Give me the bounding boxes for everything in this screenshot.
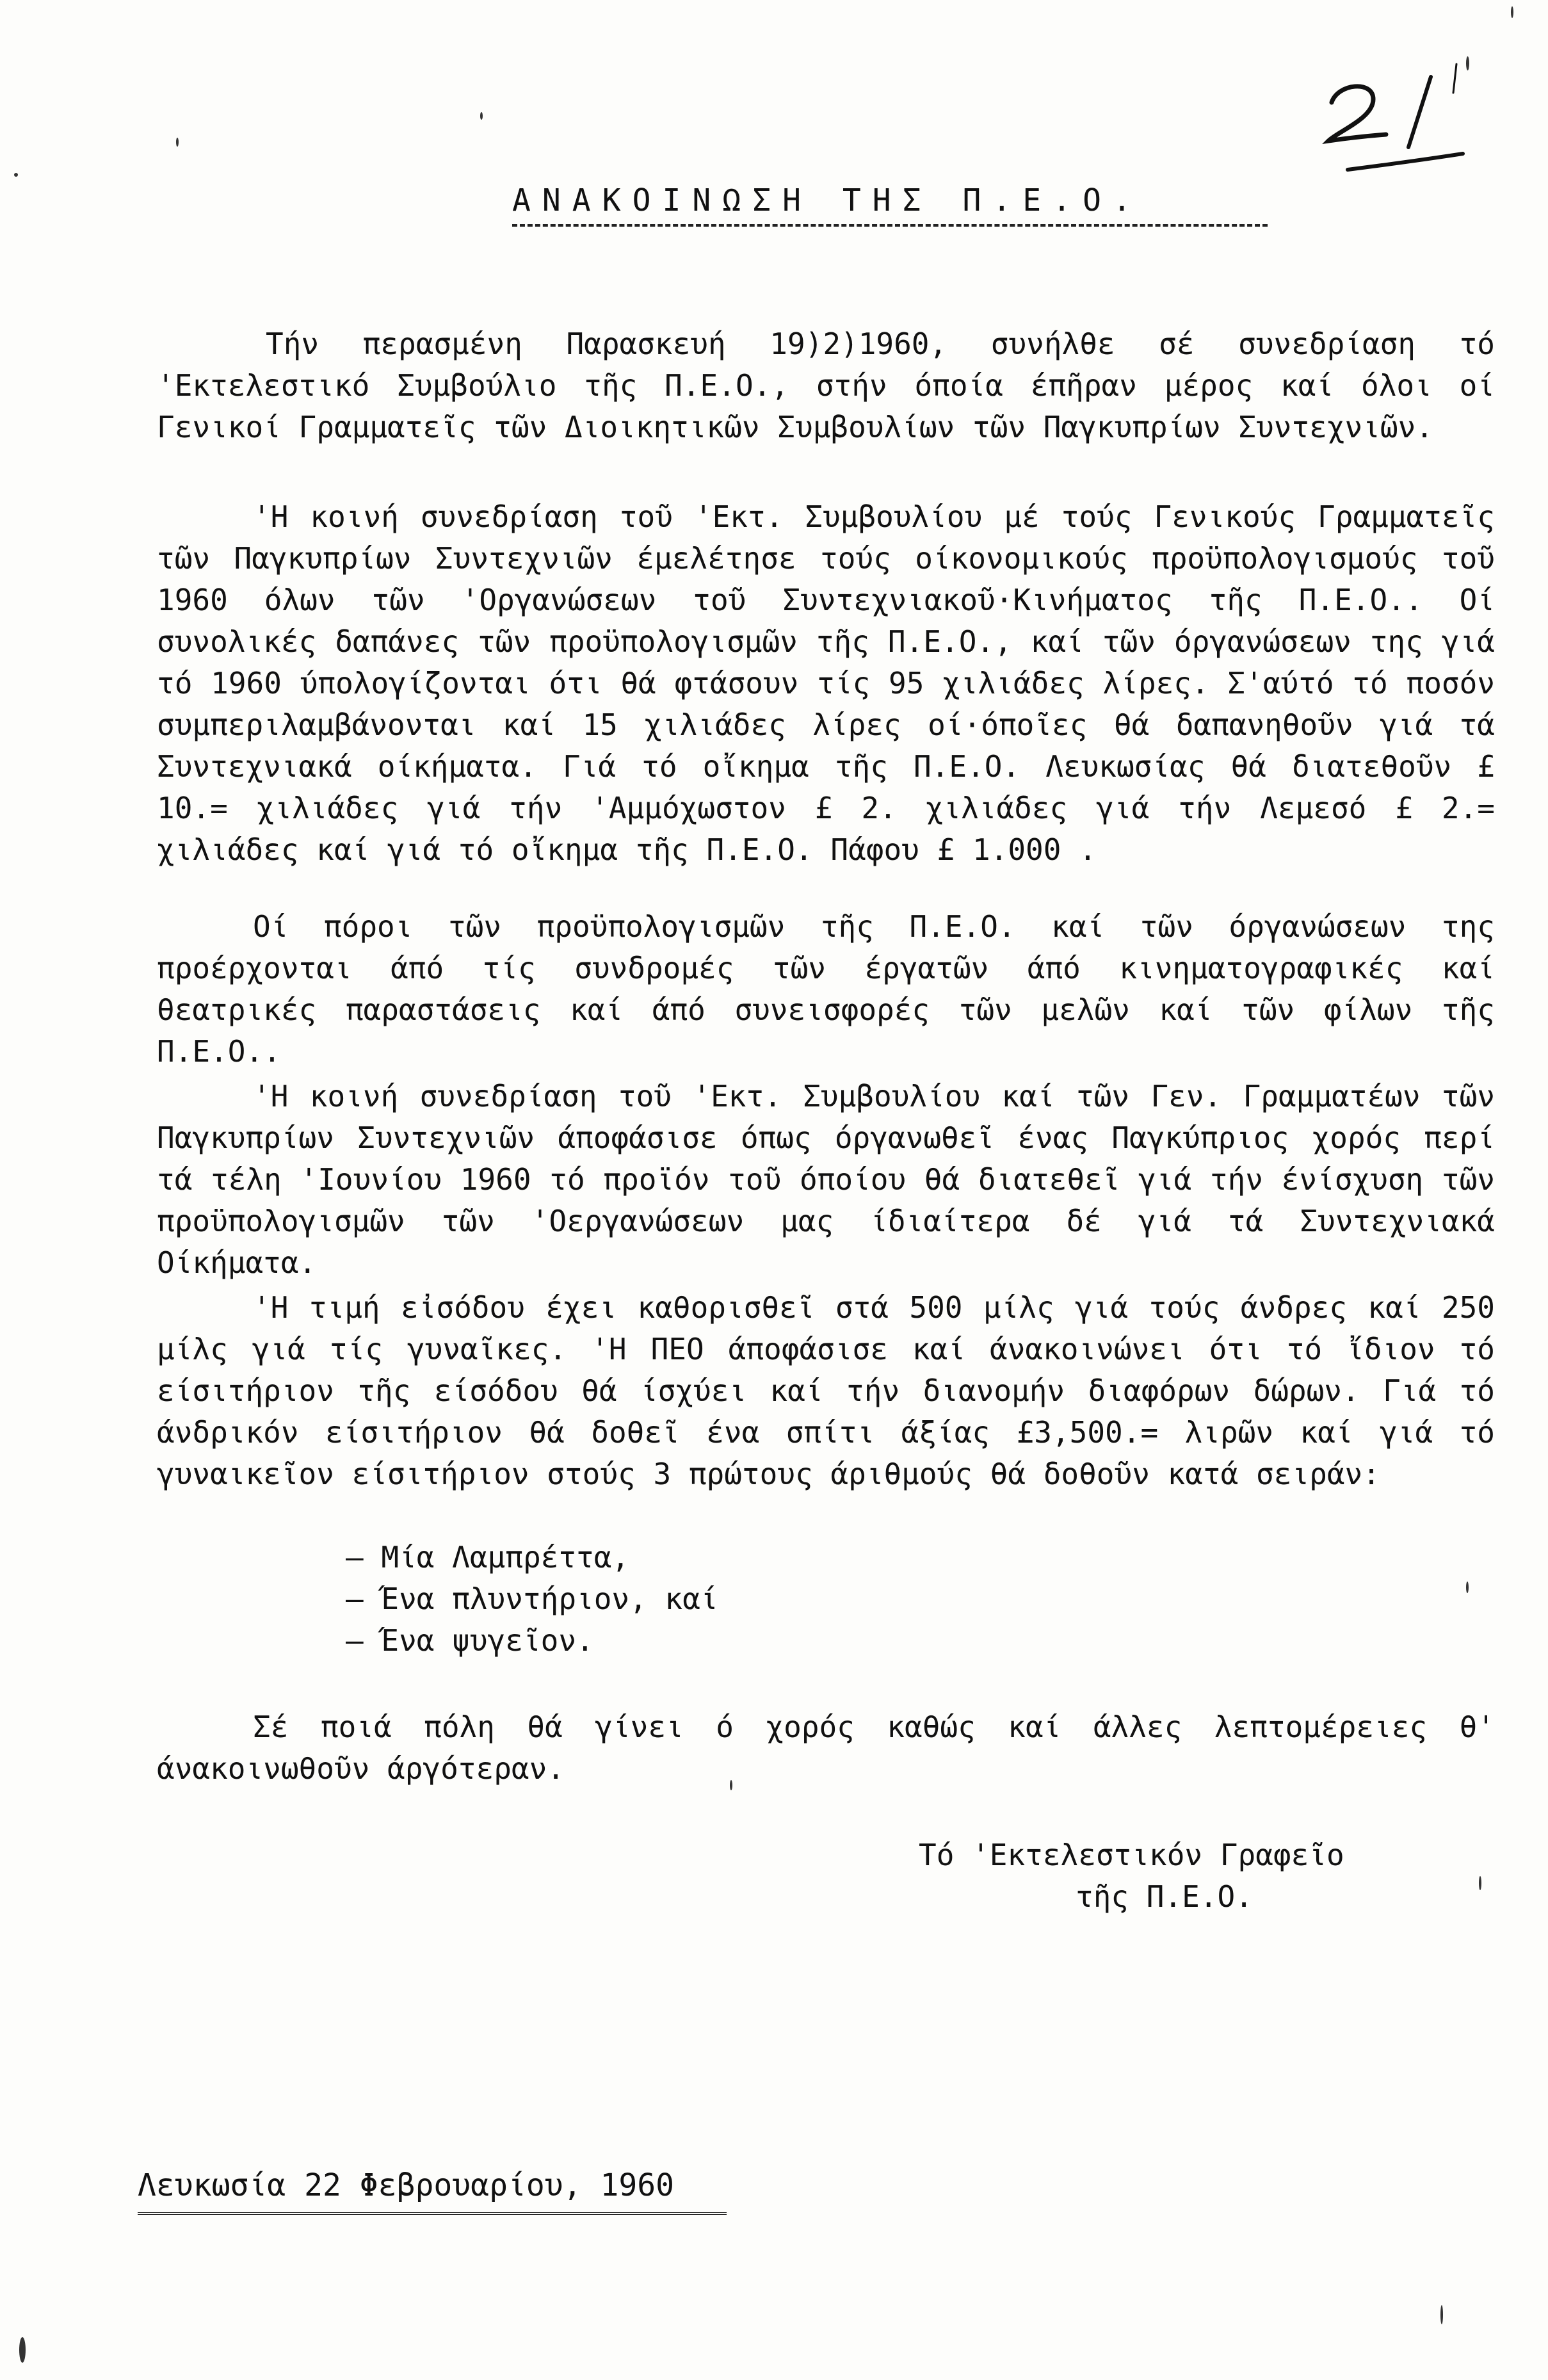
dateline: Λευκωσία 22 Φεβρουαρίου, 1960 bbox=[138, 2167, 675, 2203]
dateline-underline bbox=[138, 2212, 727, 2215]
list-item: — Ένα ψυγεῖον. bbox=[346, 1623, 594, 1658]
signature-office: Τό 'Εκτελεστικόν Γραφεῖο bbox=[919, 1838, 1344, 1872]
scan-mark bbox=[14, 173, 18, 177]
paragraph-budgets: 'Η κοινή συνεδρίαση τοῦ 'Εκτ. Συμβουλίου μέ τούς Γενικούς Γραμματεῖς τῶν Παγκυπρίων Συντεχνιῶν έμελέτησε τούς οίκονομικούς προϋπολογισμούς τοῦ 1960 όλων τῶν 'Οργανώσεων τοῦ Συντεχνιακοῦ·Κινήματος τῆς Π.Ε.Ο.. Οί συνολικές δαπάνες τῶν προϋπολογισμῶν τῆς Π.Ε.Ο., καί τῶν όργανώσεων της γιά τό 1960 ύπολογίζονται ότι θά φτάσουν τίς 95 χιλιάδες λίρες. Σ'αύτό τό ποσόν συμπεριλαμβάνονται καί 15 χιλιάδες λίρες οί·όποῖες θά δαπανηθοῦν γιά τά Συντεχνιακά οίκήματα. Γιά τό οἴκημα τῆς Π.Ε.Ο. Λευκωσίας θά διατεθοῦν £ 10.= χιλιάδες γιά τήν 'Αμμόχωστον £ 2. χιλιάδες γιά τήν Λεμεσό £ 2.= χιλιάδες καί γιά τό οἴκημα τῆς Π.Ε.Ο. Πάφου £ 1.000 . bbox=[157, 499, 1495, 867]
scan-mark bbox=[176, 138, 179, 147]
paragraph-tickets: 'Η τιμή εἰσόδου έχει καθορισθεῖ στά 500 μίλς γιά τούς άνδρες καί 250 μίλς γιά τίς γυναῖκες. 'Η ΠΕΟ άποφάσισε καί άνακοινώνει ότι τό ἴδιον τό είσιτήριον τῆς είσόδου θά ίσχύει καί τήν διανομήν διαφόρων δώρων. Γιά τό άνδρικόν είσιτήριον θά δοθεῖ ένα σπίτι άξίας £3,500.= λιρῶν καί γιά τό γυναικεῖον είσιτήριον στούς 3 πρώτους άριθμούς θά δοθοῦν κατά σειράν: bbox=[157, 1290, 1495, 1491]
paragraph-dance: 'Η κοινή συνεδρίαση τοῦ 'Εκτ. Συμβουλίου καί τῶν Γεν. Γραμματέων τῶν Παγκυπρίων Συντεχνιῶν άποφάσισε όπως όργανωθεῖ ένας Παγκύπριος χορός περί τά τέλη 'Ιουνίου 1960 τό προϊόν τοῦ όποίου θά διατεθεῖ γιά τήν ένίσχυση τῶν προϋπολογισμῶν τῶν 'Οεργανώσεων μας ίδιαίτερα δέ γιά τά Συντεχνιακά Οίκήματα. bbox=[157, 1079, 1495, 1280]
paragraph-resources: Οί πόροι τῶν προϋπολογισμῶν τῆς Π.Ε.Ο. καί τῶν όργανώσεων της προέρχονται άπό τίς συνδρομές τῶν έργατῶν άπό κινηματογραφικές καί θεατρικές παραστάσεις καί άπό συνεισφορές τῶν μελῶν καί τῶν φίλων τῆς Π.Ε.Ο.. bbox=[157, 909, 1495, 1069]
scan-mark bbox=[1466, 1582, 1469, 1593]
paragraph-closing: Σέ ποιά πόλη θά γίνει ό χορός καθώς καί άλλες λεπτομέρειες θ' άνακοινωθοῦν άργότεραν. bbox=[157, 1710, 1495, 1786]
scan-mark bbox=[1479, 1876, 1481, 1890]
scan-mark bbox=[730, 1780, 732, 1790]
list-item: — Μία Λαμπρέττα, bbox=[346, 1540, 630, 1575]
scan-mark bbox=[1440, 2305, 1443, 2324]
scan-mark bbox=[1466, 56, 1469, 70]
scan-mark bbox=[1511, 6, 1513, 18]
document-title: ΑΝΑΚΟΙΝΩΣΗ ΤΗΣ Π.Ε.Ο. bbox=[512, 182, 1143, 218]
prize-list bbox=[346, 1537, 718, 1662]
scan-mark bbox=[19, 2337, 26, 2363]
paragraph-meeting: Τήν περασμένη Παρασκευή 19)2)1960, συνήλθε σέ συνεδρίαση τό 'Εκτελεστικό Συμβούλιο τῆς Π.Ε.Ο., στήν όποία έπῆραν μέρος καί όλοι οί Γενικοί Γραμματεῖς τῶν Διοικητικῶν Συμβουλίων τῶν Παγκυπρίων Συντεχνιῶν. bbox=[157, 327, 1495, 444]
handwritten-page-number bbox=[1312, 58, 1466, 173]
signature-organization: τῆς Π.Ε.Ο. bbox=[1076, 1879, 1253, 1914]
title-underline bbox=[512, 224, 1268, 227]
scan-mark bbox=[480, 112, 483, 120]
list-item: — Ένα πλυντήριον, καί bbox=[346, 1582, 718, 1616]
